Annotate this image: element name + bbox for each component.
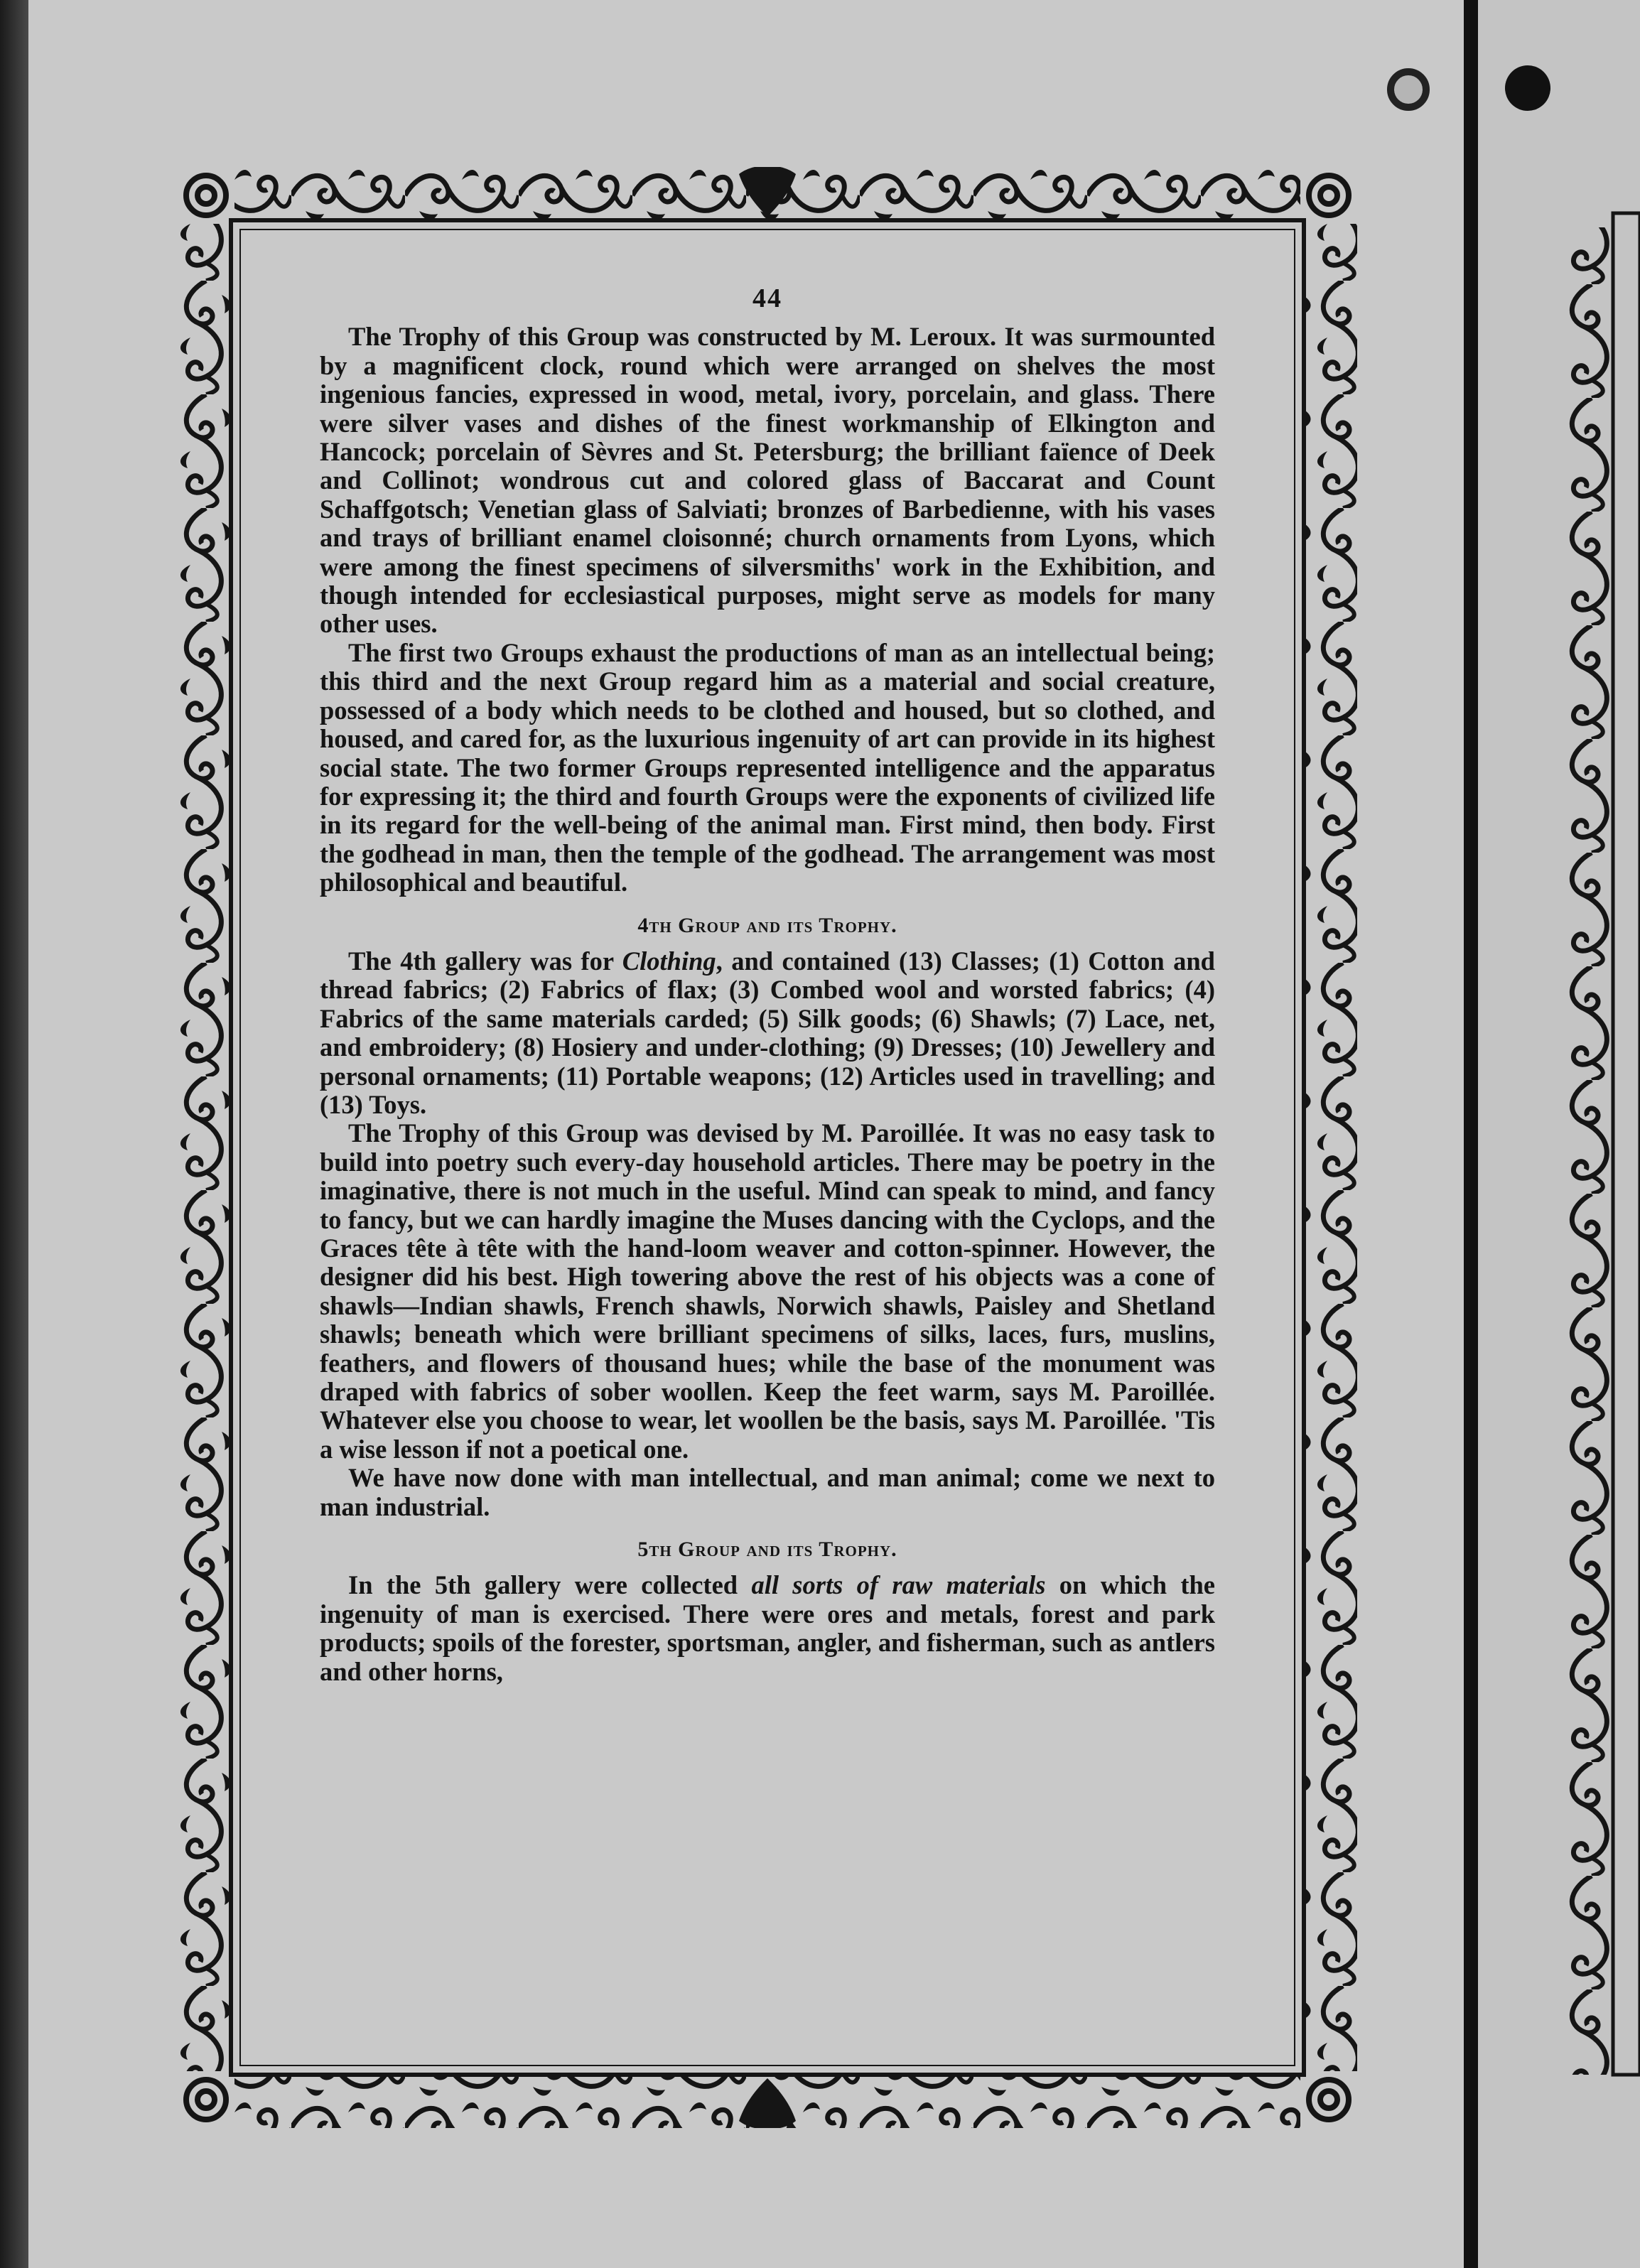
paragraph-text: , and contained (13) Classes; (1) Cotton and thread fabrics; (2) Fabrics of flax; (3) Combed wool and worsted fabrics; (4) Fabrics of the same materials carded; (5) Silk goods; (6) Shawls; (7) Lace, net, and embroidery; (8) Hosiery and under-clothing; (9) Dresses; (10) Jewellery and personal ornaments; (11) Portable weapons; (12) Articles used in travelling; and (13) Toys.: [320, 946, 1215, 1119]
italic-term: Clothing: [622, 946, 716, 976]
binding-hole-icon: [1505, 65, 1550, 111]
italic-term: all sorts of raw materials: [751, 1570, 1046, 1600]
section-heading: 4th Group and its Trophy.: [637, 913, 897, 937]
paragraph: We have now done with man intellectual, and man animal; come we next to man industrial.: [320, 1463, 1215, 1521]
paragraph-text: on which the ingenuity of man is exercised. There were ores and metals, forest and park products; spoils of the forester, sportsman, angler, and fisherman, such as antlers and other horns,: [320, 1570, 1215, 1686]
paragraph: The first two Groups exhaust the productions of man as an intellectual being; this third and the next Group regard him as a material and social creature, possessed of a body which needs to be clothed and housed, but so clothed, and housed, and cared for, as the luxurious ingenuity of art can provide in its highest social state. The two former Groups represented intelligence and the apparatus for expressing it; the third and fourth Groups were the exponents of civilized life in its regard for the well-being of the animal man. First mind, then body. First the godhead in man, then the temple of the godhead. The arrangement was most philosophical and beautiful.: [320, 637, 1215, 897]
section-heading: 5th Group and its Trophy.: [637, 1538, 897, 1562]
paragraph-text: In the 5th gallery were collected: [348, 1570, 752, 1600]
binding-hole-icon: [1387, 68, 1430, 111]
paragraph: [320, 1571, 1215, 1686]
paragraph: [320, 947, 1215, 1119]
paragraph: The Trophy of this Group was devised by M. Paroillée. It was no easy task to build into poetry such every-day household articles. There may be poetry in the imaginative, there is not much in the useful. Mind can speak to mind, and fancy to fancy, but we can hardly imagine the Muses dancing with the Cyclops, and the Graces tête à tête with the hand-loom weaver and cotton-spinner. However, the designer did his best. High towering above the rest of his objects was a cone of shawls—Indian shawls, French shawls, Norwich shawls, Paisley and Shetland shawls; beneath which were brilliant specimens of silks, laces, furs, muslins, feathers, and flowers of thousand hues; while the base of the monument was draped with fabrics of sober woollen. Keep the feet warm, says M. Paroillée. Whatever else you choose to wear, let woollen be the basis, says M. Paroillée. 'Tis a wise lesson if not a poetical one.: [320, 1118, 1215, 1464]
page-number: 44: [752, 284, 782, 313]
book-binding-edge: [0, 0, 28, 2268]
page-gutter: [1464, 0, 1478, 2268]
adjacent-page-ornament: [1563, 171, 1640, 2089]
paragraph-text: The 4th gallery was for: [348, 946, 622, 976]
paragraph: The Trophy of this Group was constructed by M. Leroux. It was surmounted by a magnificent clock, round which were arranged on shelves the most ingenious fancies, expressed in wood, metal, ivory, porcelain, and glass. There were silver vases and dishes of the finest workmanship of Elkington and Hancock; porcelain of Sèvres and St. Petersburg; the brilliant faïence of Deek and Collinot; wondrous cut and colored glass of Baccarat and Count Schaffgotsch; Venetian glass of Salviati; bronzes of Barbedienne, with his vases and trays of brilliant enamel cloisonné; church ornaments from Lyons, which were among the finest specimens of silversmiths' work in the Exhibition, and though intended for ecclesiastical purposes, might serve as models for many other uses.: [320, 322, 1215, 639]
page-text: [320, 284, 1215, 1686]
